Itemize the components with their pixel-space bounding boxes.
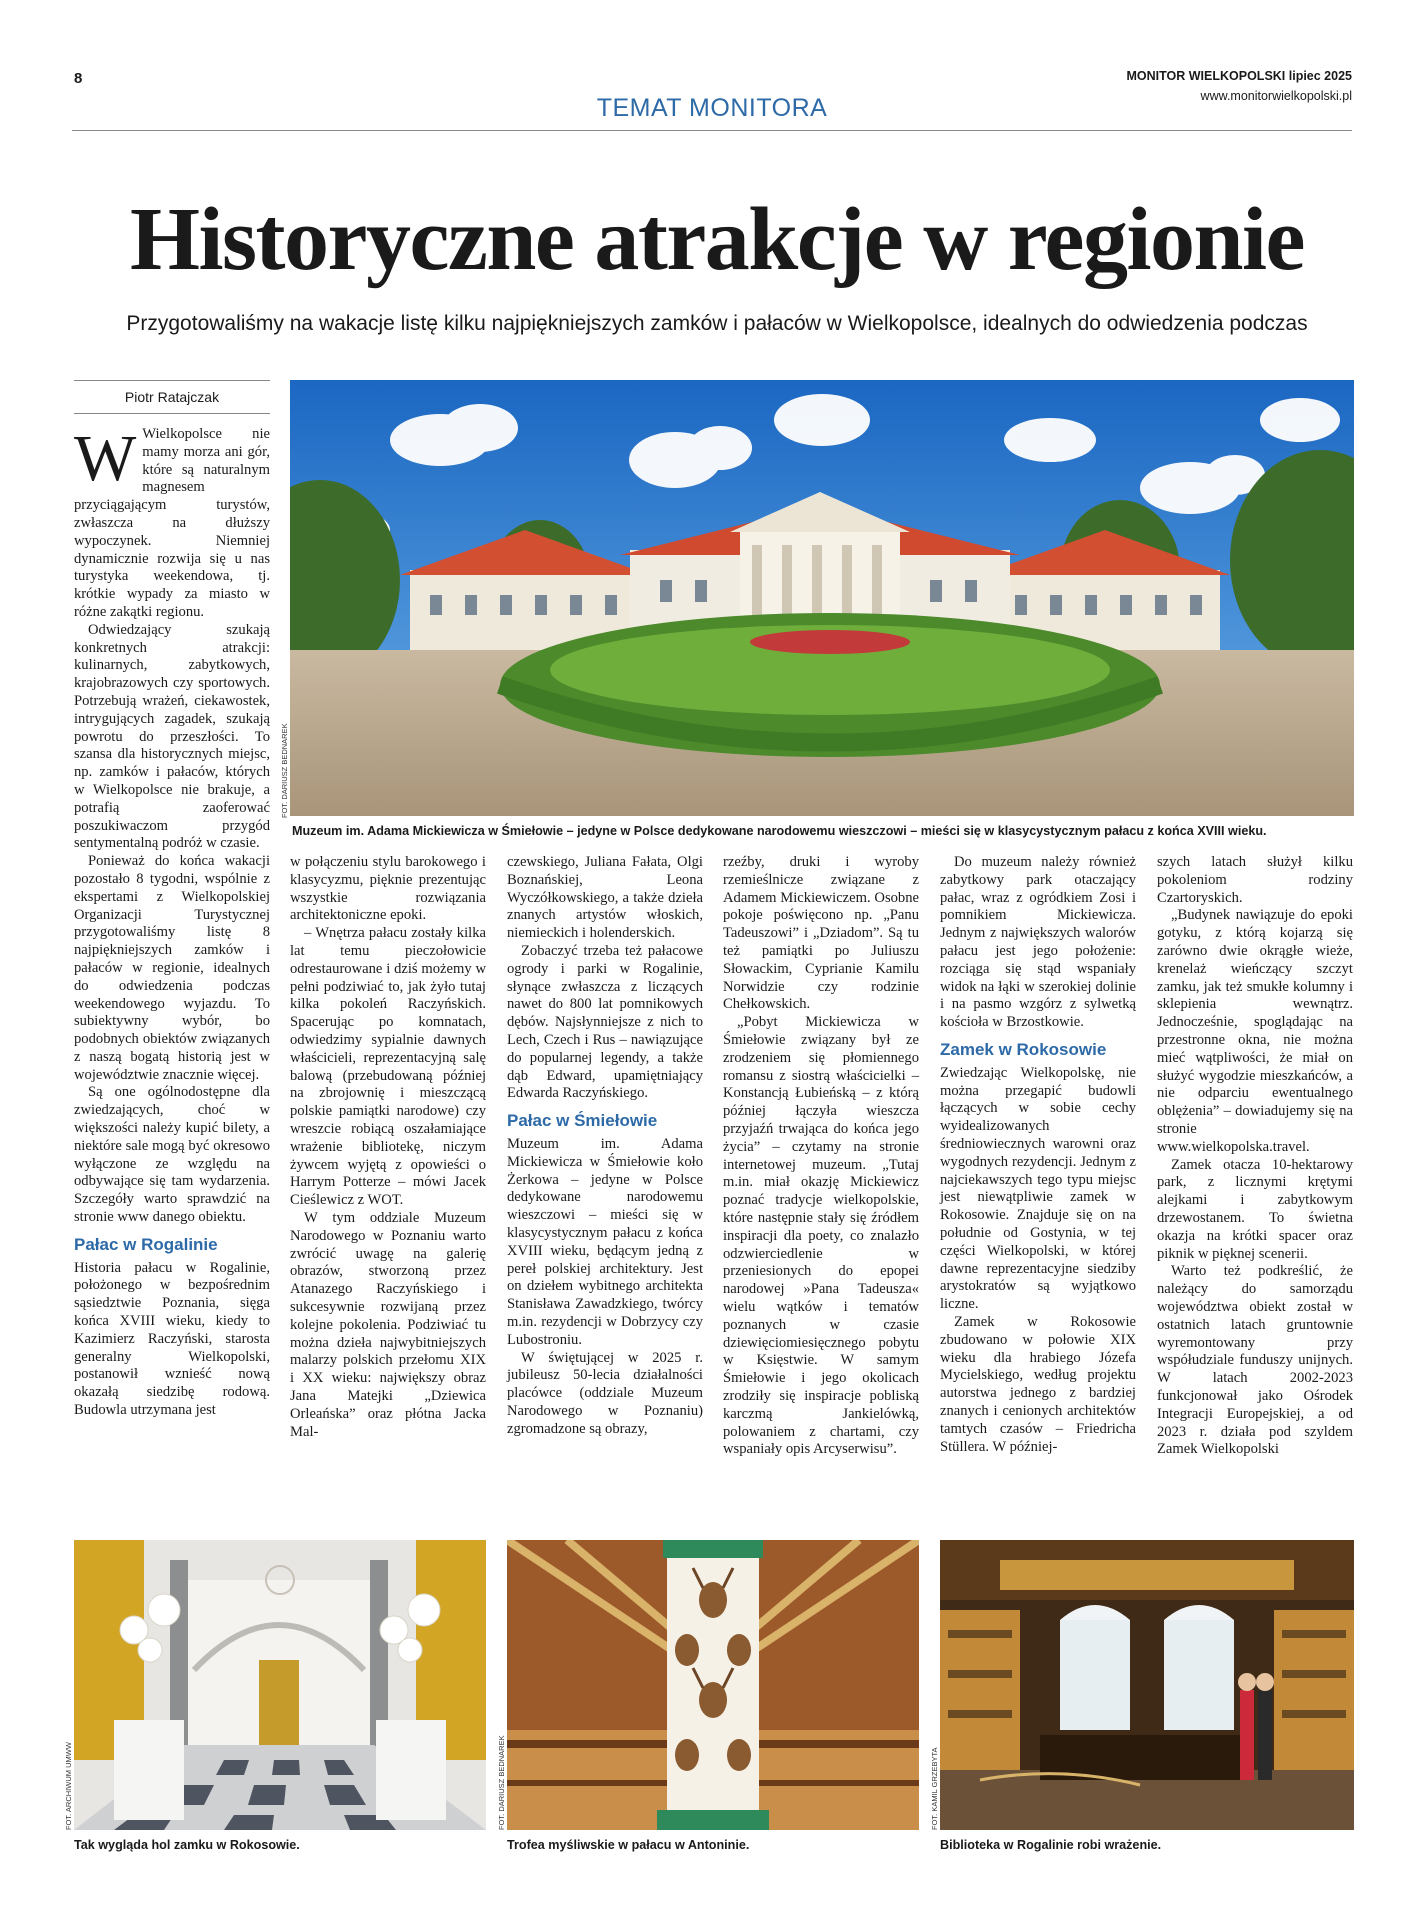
photo-trophies-antonin [507,1540,919,1830]
column-6 [1157,854,1353,1459]
column-4 [723,854,919,1459]
photo-hall-credit: FOT. ARCHIWUM UMWW [64,1742,73,1830]
paragraph: Są one ogólnodostępne dla zwiedzających, choć w większości należy kupić bilety, a niektóre sale mogą być okresowo wyłączone ze względu na odbywające się tam wydarzenia. Szczegóły warto sprawdzić na stronie www danego obiektu. [74,1084,270,1226]
page-number: 8 [74,70,83,87]
main-photo-caption: Muzeum im. Adama Mickiewicza w Śmiełowie – jedyne w Polsce dedykowane narodowemu wieszczowi – mieści się w klasycystycznym pałacu z końca XVIII wieku. [292,824,1267,838]
dropcap: W [74,422,137,495]
subheading-rokosowo: Zamek w Rokosowie [940,1039,1107,1059]
photo-trophies-credit: FOT. DARIUSZ BEDNAREK [497,1735,506,1830]
main-photo-palace [290,380,1354,816]
photo-library-rogalin [940,1540,1354,1830]
paragraph: W świętującej w 2025 r. jubileusz 50-lecia działalności placówce (oddziale Muzeum Narodowego w Poznaniu) zgromadzone są obrazy, [507,1349,703,1437]
column-2 [290,854,486,1441]
paragraph: Zamek otacza 10-hektarowy park, z licznymi krętymi alejkami i zabytkowym drzewostanem. To świetna okazja na krótki spacer oraz piknik w pięknej scenerii. [1157,1156,1353,1262]
article-lead: Przygotowaliśmy na wakacje listę kilku najpiękniejszych zamków i pałaców w Wielkopolsce, idealnych do odwiedzenia podczas [126,312,1308,335]
paragraph: Do muzeum należy również zabytkowy park otaczający pałac, wraz z ogródkiem Zosi i pomnikiem Mickiewicza. Jednym z największych walorów pałacu jest jego położenie: rozciąga się stąd wspaniały widok na łąki w szerokiej dolinie i na pasmo wzgórz z sylwetką kościoła w Brzostkowie. [940,854,1136,1031]
paragraph: rzeźby, druki i wyroby rzemieślnicze związane z Adamem Mickiewiczem. Osobne pokoje poświęcono np. „Panu Tadeuszowi” i „Dziadom”. Są tu też pamiątki po Juliuszu Słowackim, Cyprianie Kamilu Norwidzie czy rodzinie Chełkowskich. [723,854,919,1013]
column-5 [940,854,1136,1456]
column-3 [507,854,703,1439]
column-1 [74,422,270,1420]
paragraph: „Pobyt Mickiewicza w Śmiełowie związany był ze zrodzeniem się płomiennego romansu z siostrą właścicielki – Konstancją Łubieńską – z którą później łączyła wieszcza przyjaźń trwająca do końca jego życia” – czytamy na stronie internetowej muzeum. „Tutaj m.in. miał okazję Mickiewicz poznać tradycje wielkopolskie, które następnie stały się źródłem inspiracji dla poety, co znalazło odzwierciedlenie w przeniesionych do epopei narodowej »Pana Tadeusza« wielu wątków i tematów poznanych w czasie dziewięciomiesięcznego pobytu w Księstwie. W samym Śmiełowie i jego okolicach zrodziły się inspiracje pobliską karczmą Jankielówką, polowaniem z chartami, czy wspaniały opis Arcyserwisu”. [723,1014,919,1458]
paragraph: Ponieważ do końca wakacji pozostało 8 tygodni, wspólnie z ekspertami z Wielkopolskiej Organizacji Turystycznej przygotowaliśmy listę 8 najpiękniejszych zamków i pałaców w regionie, idealnych do odwiedzenia podczas weekendowego wyjazdu. To subiektywny wybór, bo podobnych obiektów związanych z naszą bogatą historią jest w województwie znacznie więcej. [74,853,270,1083]
section-title: TEMAT MONITORA [596,94,828,122]
main-photo-credit: FOT. DARIUSZ BEDNAREK [280,723,289,818]
paragraph: W tym oddziale Muzeum Narodowego w Poznaniu warto zwrócić uwagę na galerię obrazów, stworzoną przez Atanazego Raczyńskiego i sukcesywnie rozwijaną przez kolejne pokolenia. Podziwiać tu można dzieła najwybitniejszych malarzy polskich przełomu XIX i XX wieku: największy obraz Jana Matejki „Dziewica Orleańska” oraz płótna Jacka Mal- [290,1209,486,1440]
paragraph: Zobaczyć trzeba też pałacowe ogrody i parki w Rogalinie, słynące zwłaszcza z liczących nawet do 800 lat pomnikowych dębów. Najsłynniejsze z nich to Lech, Czech i Rus – nawiązujące do popularnej legendy, a także dąb Edward, upamiętniający Edwarda Raczyńskiego. [507,942,703,1102]
paragraph: Muzeum im. Adama Mickiewicza w Śmiełowie koło Żerkowa – jedyne w Polsce dedykowane narodowemu wieszczowi – mieści się w klasycystycznym pałacu z końca XVIII wieku, będącym jedną z pereł polskiej architektury. Jest on dziełem wybitnego architekta Stanisława Zawadzkiego, twórcy m.in. rezydencji w Dobrzycy czy Lubostroniu. [507,1135,703,1348]
paragraph: Historia pałacu w Rogalinie, położonego w bezpośrednim sąsiedztwie Poznania, sięga końca XVIII wieku, kiedy to Kazimierz Raczyński, starosta generalny Wielkopolski, postanowił wznieść nową okazałą siedzibę rodową. Budowla utrzymana jest [74,1259,270,1419]
paragraph: Warto też podkreślić, że należący do samorządu województwa obiekt został w ostatnich latach gruntownie wyremontowany przy współudziale funduszy unijnych. W latach 2002-2023 funkcjonował jako Ośrodek Integracji Europejskiej, a od 2023 r. działa pod szyldem Zamek Wielkopolski [1157,1263,1353,1458]
paragraph: czewskiego, Juliana Fałata, Olgi Boznańskiej, Leona Wyczółkowskiego, a także dzieła znanych artystów włoskich, niemieckich i holenderskich. [507,854,703,942]
paragraph: szych latach służył kilku pokoleniom rodziny Czartoryskich. [1157,854,1353,906]
paragraph: Odwiedzający szukają konkretnych atrakcji: kulinarnych, zabytkowych, krajobrazowych czy sportowych. Potrzebują wrażeń, ciekawostek, intrygujących zagadek, szukają powrotu do przeszłości. To szansa dla historycznych miejsc, np. zamków i pałaców, których w Wielkopolsce nie brakuje, a potrafią zaoferować poszukiwaczom przygód sentymentalną podróż w czasie. [74,621,270,852]
paragraph: Wielkopolsce nie mamy morza ani gór, które są naturalnym magnesem przyciągającym turystów, zwłaszcza na dłuższy wypoczynek. Niemniej dynamicznie rozwija się u nas turystyka weekendowa, tj. krótkie wypady za miasto w różne zakątki regionu. [74,426,270,620]
paragraph: „Budynek nawiązuje do epoki gotyku, z którą kojarzą się zarówno dwie okrągłe wieże, krenelaż wieńczący szczyt zamku, jak też smukłe kolumny i sklepienia wewnątrz. Jednocześnie, spoglądając na przestronne okna, nie można mieć wątpliwości, że miał on służyć wygodzie mieszkańców, a nie odparciu ewentualnego oblężenia” – dowiadujemy się na stronie www.wielkopolska.travel. [1157,907,1353,1155]
photo-hall-caption: Tak wygląda hol zamku w Rokosowie. [74,1838,300,1852]
photo-library-credit: FOT. KAMIL GRZEBYTA [930,1747,939,1830]
author-byline: Piotr Ratajczak [74,380,270,414]
paragraph: – Wnętrza pałacu zostały kilka lat temu pieczołowicie odrestaurowane i dziś możemy w pełni podziwiać to, jak żyło tutaj kilka pokoleń Raczyńskich. Spacerując po komnatach, odwiedzimy sypialnie dawnych właścicieli, reprezentacyjną salę balową (przebudowaną później na zbrojownię i mieszczącą polskie pamiątki narodowe) czy wreszcie robiącą oszałamiające wrażenie bibliotekę, niczym żywcem wyjętą z opowieści o Harrym Potterze – mówi Jacek Cieślewicz z WOT. [290,925,486,1209]
paragraph: Zamek w Rokosowie zbudowano w połowie XIX wieku dla hrabiego Józefa Mycielskiego, według projektu autorstwa jednego z bardziej znanych i cenionych architektów tamtych czasów – Friedricha Stüllera. W później- [940,1313,1136,1455]
subheading-rogalin: Pałac w Rogalinie [74,1234,218,1254]
header-rule [72,130,1352,131]
article-title: Historyczne atrakcje w regionie [130,190,1304,289]
website-url: www.monitorwielkopolski.pl [1200,89,1352,103]
publication-name: MONITOR WIELKOPOLSKI lipiec 2025 [1126,69,1352,83]
photo-trophies-caption: Trofea myśliwskie w pałacu w Antoninie. [507,1838,750,1852]
paragraph: w połączeniu stylu barokowego i klasycyzmu, pięknie prezentując wszystkie rozwiązania architektoniczne epoki. [290,854,486,924]
photo-hall-rokosowo [74,1540,486,1830]
subheading-smielow: Pałac w Śmiełowie [507,1111,658,1131]
photo-library-caption: Biblioteka w Rogalinie robi wrażenie. [940,1838,1162,1852]
paragraph: Zwiedzając Wielkopolskę, nie można przegapić budowli łączących w sobie cechy wyidealizowanych średniowiecznych warowni oraz wygodnych rezydencji. Jednym z najciekawszych tego typu miejsc jest niewątpliwie zamek w Rokosowie. Znajduje się on na południe od Gostynia, w tej części Wielkopolski, w której dawne reprezentacyjne siedziby arystokratów są wyjątkowo liczne. [940,1064,1136,1313]
